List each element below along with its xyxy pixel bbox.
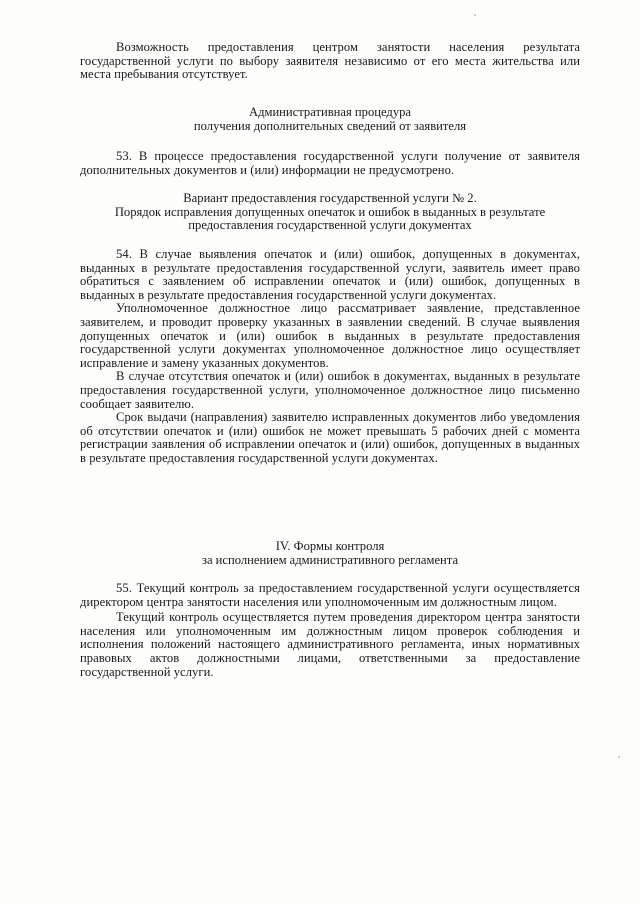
paragraph-text: В случае отсутствия опечаток и (или) ошибок в документах, выданных в результате предоставления государственной услуги, уполномоченное должностное лицо письменно сообщает заявителю. [80, 369, 580, 411]
scan-speck [618, 756, 620, 758]
paragraph-text: Текущий контроль осуществляется путем проведения директором центра занятости населения или уполномоченным им должностным лицом проверок соблюдения и исполнения положений настоящего административного регламента, иных нормативных правовых актов должностными лицами, ответственными за предоставление государственной услуги. [80, 610, 580, 679]
paragraph-text: Уполномоченное должностное лицо рассматривает заявление, представленное заявителем, и проводит проверку указанных в заявлении сведений. В случае выявления допущенных опечаток и (или) ошибок в выданных в результате предоставления государственной услуги документах уполномоченное должностное лицо осуществляет исправление и замену указанных документов. [80, 301, 580, 370]
paragraph-55 [80, 582, 580, 679]
heading-line: за исполнением административного регламента [201, 552, 459, 567]
paragraph-text: Срок выдачи (направления) заявителю исправленных документов либо уведомления об отсутствии опечаток и (или) ошибок не может превышать 5 рабочих дней с момента регистрации заявления об исправлении опечаток и (или) ошибок, допущенных в выданных в результате предоставления государственной услуги документах. [80, 410, 580, 465]
heading-section-iv [80, 540, 580, 567]
paragraph-text: Возможность предоставления центром занятости населения результата государственной услуги по выбору заявителя независимо от его места жительства или места пребывания отсутствует. [80, 40, 580, 82]
heading-line: Вариант предоставления государственной услуги № 2. [183, 191, 477, 205]
heading-line: получения дополнительных сведений от заявителя [193, 118, 467, 133]
heading-line: IV. Формы контроля [275, 539, 385, 553]
paragraph-intro [80, 41, 580, 82]
heading-variant-2 [80, 192, 580, 233]
heading-admin-procedure [80, 106, 580, 133]
heading-line: предоставления государственной услуги документах [188, 218, 472, 233]
paragraph-54 [80, 248, 580, 466]
paragraph-text: 55. Текущий контроль за предоставлением государственной услуги осуществляется директором центра занятости населения или уполномоченным им должностным лицом. [80, 581, 580, 609]
scan-speck [474, 14, 476, 16]
heading-line: Административная процедура [248, 105, 412, 119]
heading-line: Порядок исправления допущенных опечаток и ошибок в выданных в результате [114, 204, 546, 219]
paragraph-53 [80, 150, 580, 177]
paragraph-text: 53. В процессе предоставления государственной услуги получение от заявителя дополнительных документов и (или) информации не предусмотрено. [80, 149, 580, 177]
paragraph-text: 54. В случае выявления опечаток и (или) ошибок, допущенных в документах, выданных в результате предоставления государственной услуги, заявитель имеет право обратиться с заявлением об исправлении опечаток и (или) ошибок, допущенных в выданных в результате предоставления государственной услуги документах. [80, 247, 580, 302]
